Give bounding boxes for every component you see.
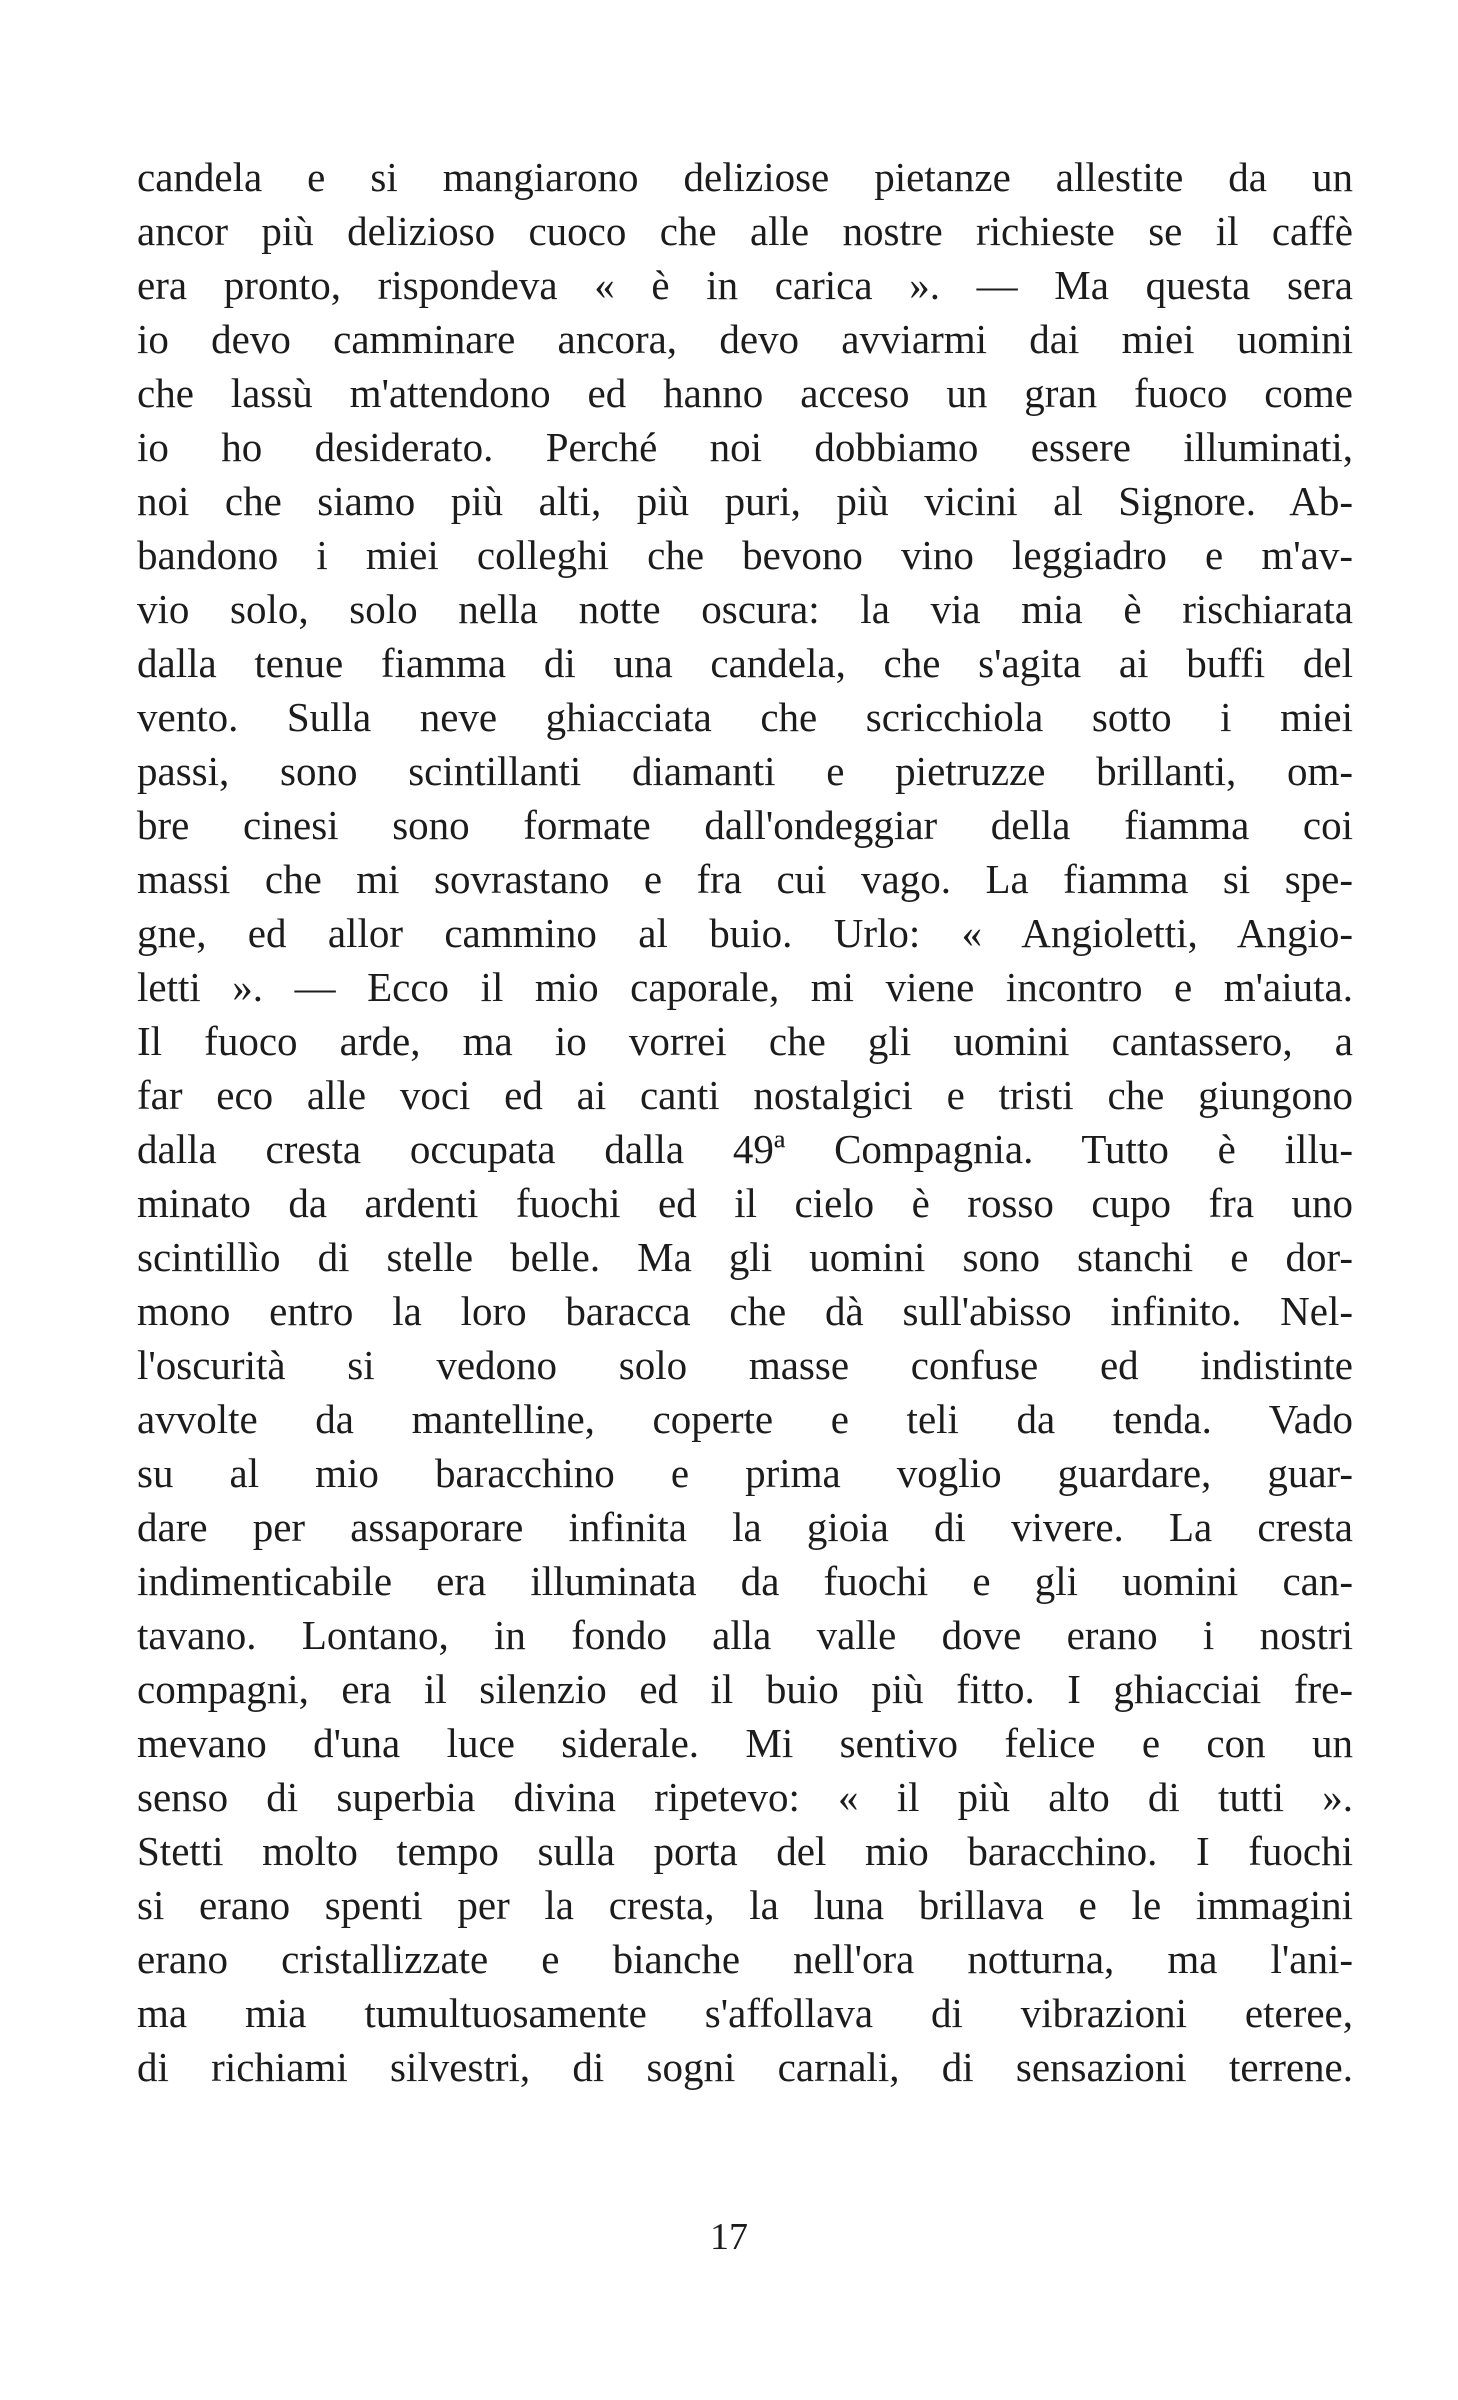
text-line: erano cristallizzate e bianche nell'ora notturna, ma l'ani- [137,1936,1353,1982]
text-line: mevano d'una luce siderale. Mi sentivo felice e con un [137,1720,1353,1766]
text-line: dalla tenue fiamma di una candela, che s'agita ai buffi del [137,640,1353,686]
text-line: dalla cresta occupata dalla 49ª Compagnia. Tutto è illu- [137,1126,1353,1172]
text-line: io ho desiderato. Perché noi dobbiamo essere illuminati, [137,424,1353,470]
text-line: compagni, era il silenzio ed il buio più fitto. I ghiacciai fre- [137,1666,1353,1712]
text-line: far eco alle voci ed ai canti nostalgici e tristi che giungono [137,1072,1353,1118]
text-line: indimenticabile era illuminata da fuochi e gli uomini can- [137,1558,1353,1604]
text-line: ma mia tumultuosamente s'affollava di vibrazioni eteree, [137,1990,1353,2036]
text-line: letti ». — Ecco il mio caporale, mi viene incontro e m'aiuta. [137,964,1353,1010]
text-line: tavano. Lontano, in fondo alla valle dove erano i nostri [137,1612,1353,1658]
text-line: massi che mi sovrastano e fra cui vago. La fiamma si spe- [137,856,1353,902]
text-line: candela e si mangiarono deliziose pietanze allestite da un [137,154,1353,200]
text-line: Stetti molto tempo sulla porta del mio baracchino. I fuochi [137,1828,1353,1874]
body-text [137,150,1353,2094]
text-line: vento. Sulla neve ghiacciata che scricchiola sotto i miei [137,694,1353,740]
page-number: 17 [710,2216,748,2258]
text-line: di richiami silvestri, di sogni carnali, di sensazioni terrene. [137,2044,1353,2090]
text-line: su al mio baracchino e prima voglio guardare, guar- [137,1450,1353,1496]
text-line: ancor più delizioso cuoco che alle nostre richieste se il caffè [137,208,1353,254]
text-line: bandono i miei colleghi che bevono vino leggiadro e m'av- [137,532,1353,578]
text-line: noi che siamo più alti, più puri, più vicini al Signore. Ab- [137,478,1353,524]
text-line: bre cinesi sono formate dall'ondeggiar della fiamma coi [137,802,1353,848]
text-line: io devo camminare ancora, devo avviarmi dai miei uomini [137,316,1353,362]
text-line: era pronto, rispondeva « è in carica ». — Ma questa sera [137,262,1353,308]
text-line: dare per assaporare infinita la gioia di vivere. La cresta [137,1504,1353,1550]
text-line: gne, ed allor cammino al buio. Urlo: « Angioletti, Angio- [137,910,1353,956]
text-line: che lassù m'attendono ed hanno acceso un gran fuoco come [137,370,1353,416]
text-line: vio solo, solo nella notte oscura: la via mia è rischiarata [137,586,1353,632]
text-line: senso di superbia divina ripetevo: « il più alto di tutti ». [137,1774,1353,1820]
text-line: minato da ardenti fuochi ed il cielo è rosso cupo fra uno [137,1180,1353,1226]
text-line: scintillìo di stelle belle. Ma gli uomini sono stanchi e dor- [137,1234,1353,1280]
text-line: si erano spenti per la cresta, la luna brillava e le immagini [137,1882,1353,1928]
text-line: passi, sono scintillanti diamanti e pietruzze brillanti, om- [137,748,1353,794]
text-line: avvolte da mantelline, coperte e teli da tenda. Vado [137,1396,1353,1442]
text-line: l'oscurità si vedono solo masse confuse ed indistinte [137,1342,1353,1388]
text-line: Il fuoco arde, ma io vorrei che gli uomini cantassero, a [137,1018,1353,1064]
text-line: mono entro la loro baracca che dà sull'abisso infinito. Nel- [137,1288,1353,1334]
